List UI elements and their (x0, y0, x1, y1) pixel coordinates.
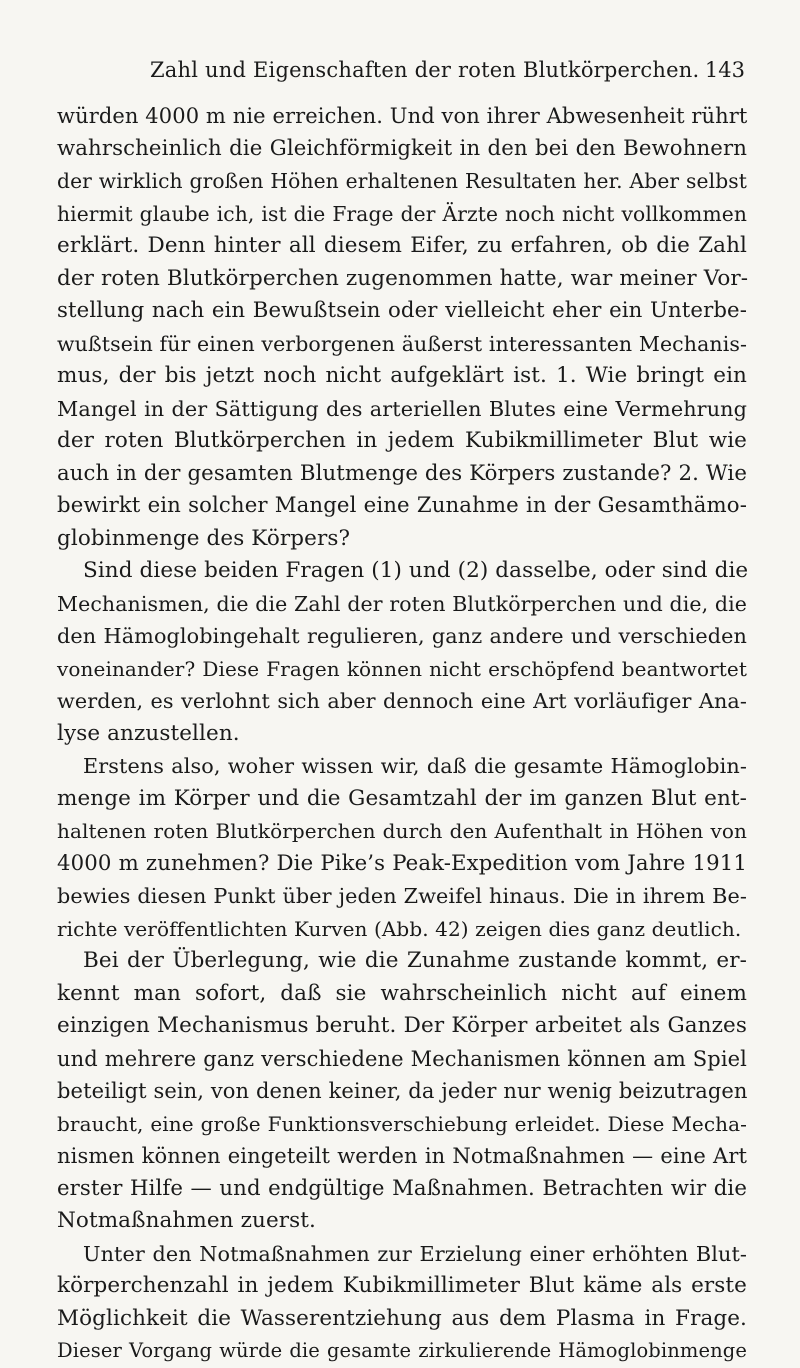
text-line: wahrscheinlich die Gleichförmigkeit in den bei den Bewohnern (57, 135, 747, 161)
text-line: körperchenzahl in jedem Kubikmillimeter Blut käme als erste (57, 1273, 747, 1298)
text-line: Möglichkeit die Wasserentziehung aus dem Plasma in Frage. (57, 1305, 747, 1331)
text-line: erklärt. Denn hinter all diesem Eifer, zu erfahren, ob die Zahl (57, 233, 747, 258)
text-line: würden 4000 m nie erreichen. Und von ihrer Abwesenheit rührt (57, 104, 748, 128)
text-line: mus, der bis jetzt noch nicht aufgeklärt ist. 1. Wie bringt ein (57, 363, 747, 388)
text-line: stellung nach ein Bewußtsein oder vielleicht eher ein Unterbe- (57, 298, 747, 323)
text-line: Dieser Vorgang würde die gesamte zirkulierende Hämoglobinmenge (57, 1339, 747, 1362)
text-line: wußtsein für einen verborgenen äußerst interessanten Mechanis- (57, 331, 747, 356)
text-line: einzigen Mechanismus beruht. Der Körper arbeitet als Ganzes (57, 1013, 747, 1038)
body-text (57, 100, 747, 1368)
text-line: nismen können eingeteilt werden in Notmaßnahmen — eine Art (57, 1144, 747, 1168)
text-line: der roten Blutkörperchen in jedem Kubikmillimeter Blut wie (57, 428, 747, 453)
text-line: menge im Körper und die Gesamtzahl der im ganzen Blut ent- (57, 785, 747, 811)
text-line: den Hämoglobingehalt regulieren, ganz andere und verschieden (57, 624, 747, 648)
text-line: Unter den Notmaßnahmen zur Erzielung einer erhöhten Blut- (83, 1241, 747, 1266)
text-line: kennt man sofort, daß sie wahrscheinlich nicht auf einem (57, 980, 747, 1006)
text-line: globinmenge des Körpers? (57, 525, 351, 551)
text-line: Sind diese beiden Fragen (1) und (2) dasselbe, oder sind die (83, 558, 749, 583)
text-line: erster Hilfe — und endgültige Maßnahmen. Betrachten wir die (57, 1175, 747, 1201)
text-line: beteiligt sein, von denen keiner, da jeder nur wenig beizutragen (57, 1079, 748, 1103)
text-line: und mehrere ganz verschiedene Mechanismen können am Spiel (57, 1046, 747, 1071)
page-number: 143 (704, 58, 745, 82)
text-line: voneinander? Diese Fragen können nicht erschöpfend beantwortet (57, 656, 747, 681)
text-line: der roten Blutkörperchen zugenommen hatte, war meiner Vor- (57, 265, 749, 291)
running-header (150, 58, 745, 92)
text-line: Mangel in der Sättigung des arteriellen Blutes eine Vermehrung (57, 396, 747, 421)
text-line: auch in der gesamten Blutmenge des Körpers zustande? 2. Wie (57, 460, 747, 486)
text-line: haltenen roten Blutkörperchen durch den Aufenthalt in Höhen von (57, 819, 747, 843)
text-line: bewirkt ein solcher Mangel eine Zunahme in der Gesamthämo- (57, 493, 747, 518)
text-line: der wirklich großen Höhen erhaltenen Resultaten her. Aber selbst (57, 169, 747, 193)
text-line: 4000 m zunehmen? Die Pike’s Peak-Expedition vom Jahre 1911 (57, 850, 747, 876)
text-line: Erstens also, woher wissen wir, daß die gesamte Hämoglobin- (83, 754, 747, 778)
text-line: lyse anzustellen. (57, 720, 240, 746)
text-line: bewies diesen Punkt über jeden Zweifel hinaus. Die in ihrem Be- (57, 884, 747, 908)
text-line: richte veröffentlichten Kurven (Abb. 42) zeigen dies ganz deutlich. (57, 916, 742, 941)
text-line: hiermit glaube ich, ist die Frage der Ärzte noch nicht vollkommen (57, 201, 747, 226)
running-title: Zahl und Eigenschaften der roten Blutkörperchen. (150, 58, 700, 82)
text-line: Mechanismen, die die Zahl der roten Blutkörperchen und die, die (57, 591, 747, 616)
text-line: Notmaßnahmen zuerst. (57, 1208, 316, 1233)
text-line: Bei der Überlegung, wie die Zunahme zustande kommt, er- (83, 948, 747, 973)
text-line: braucht, eine große Funktionsverschiebung erleidet. Diese Mecha- (57, 1111, 747, 1136)
text-line: werden, es verlohnt sich aber dennoch eine Art vorläufiger Ana- (57, 689, 747, 713)
